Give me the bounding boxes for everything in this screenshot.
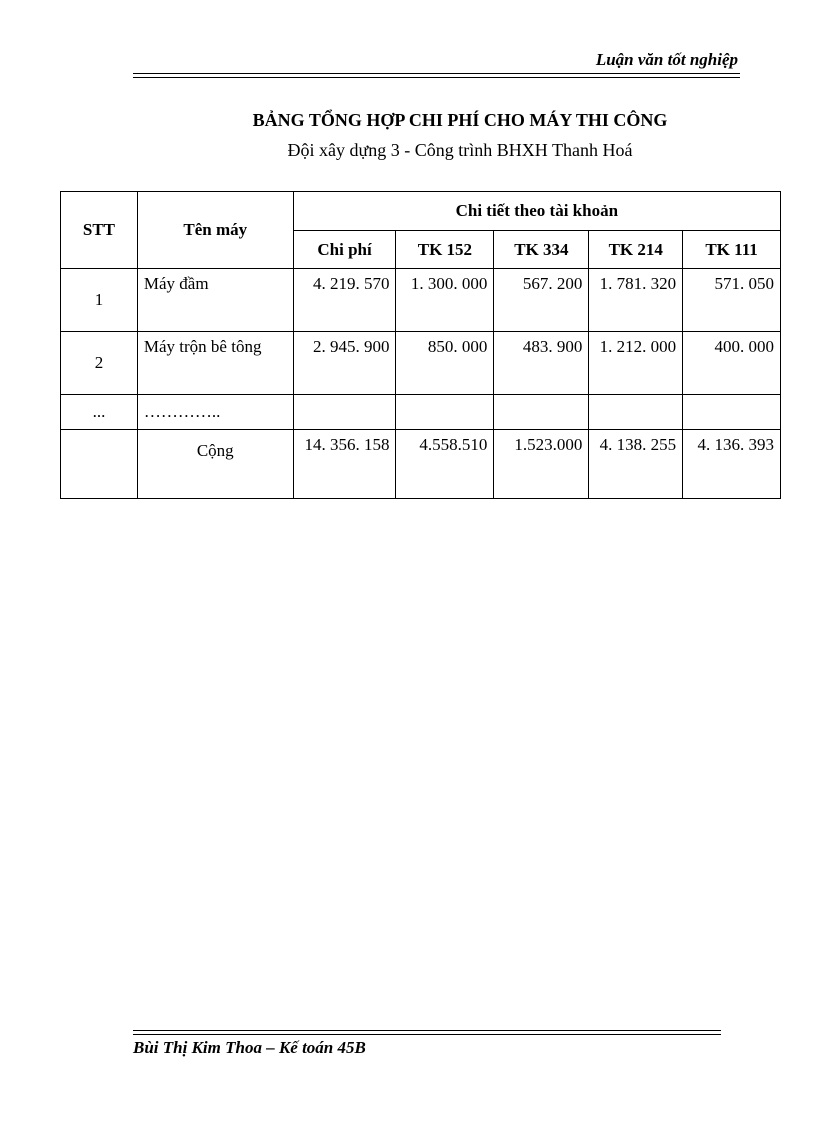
row-stt: ... xyxy=(61,395,138,430)
row-value xyxy=(494,395,589,430)
table-row xyxy=(61,332,781,395)
row-value xyxy=(683,395,781,430)
footer-rule-top xyxy=(133,1030,721,1031)
header-col-cost: Chi phí xyxy=(293,231,396,269)
row-machine-name: Máy trộn bê tông xyxy=(137,332,293,395)
header-col-tk152: TK 152 xyxy=(396,231,494,269)
total-stt-empty xyxy=(61,430,138,499)
row-value xyxy=(589,395,683,430)
total-value: 4. 138. 255 xyxy=(589,430,683,499)
row-value: 4. 219. 570 xyxy=(293,269,396,332)
row-machine-name: Máy đầm xyxy=(137,269,293,332)
row-value: 567. 200 xyxy=(494,269,589,332)
header-stt: STT xyxy=(61,192,138,269)
total-label: Cộng xyxy=(137,430,293,499)
total-value: 1.523.000 xyxy=(494,430,589,499)
row-value: 571. 050 xyxy=(683,269,781,332)
table-header-row xyxy=(61,192,781,231)
row-stt: 1 xyxy=(61,269,138,332)
document-title: BẢNG TỔNG HỢP CHI PHÍ CHO MÁY THI CÔNG xyxy=(252,110,668,130)
row-value: 1. 300. 000 xyxy=(396,269,494,332)
total-value: 14. 356. 158 xyxy=(293,430,396,499)
row-value xyxy=(293,395,396,430)
header-account-detail: Chi tiết theo tài khoản xyxy=(293,192,780,231)
running-header: Luận văn tốt nghiệp xyxy=(595,50,738,69)
total-value: 4. 136. 393 xyxy=(683,430,781,499)
table-total-row xyxy=(61,430,781,499)
row-value: 483. 900 xyxy=(494,332,589,395)
running-footer: Bùi Thị Kim Thoa – Kế toán 45B xyxy=(133,1038,366,1057)
document-subtitle: Đội xây dựng 3 - Công trình BHXH Thanh Hoá xyxy=(287,140,633,160)
header-machine-name: Tên máy xyxy=(137,192,293,269)
header-col-tk111: TK 111 xyxy=(683,231,781,269)
total-value: 4.558.510 xyxy=(396,430,494,499)
header-col-tk334: TK 334 xyxy=(494,231,589,269)
cost-summary-table xyxy=(60,191,781,499)
header-rule-bottom xyxy=(133,77,740,78)
footer-rule-bottom xyxy=(133,1034,721,1035)
table-row xyxy=(61,269,781,332)
row-value: 400. 000 xyxy=(683,332,781,395)
row-machine-name: ………….. xyxy=(137,395,293,430)
table-row xyxy=(61,395,781,430)
row-stt: 2 xyxy=(61,332,138,395)
row-value: 1. 212. 000 xyxy=(589,332,683,395)
row-value: 2. 945. 900 xyxy=(293,332,396,395)
row-value: 1. 781. 320 xyxy=(589,269,683,332)
row-value xyxy=(396,395,494,430)
row-value: 850. 000 xyxy=(396,332,494,395)
header-col-tk214: TK 214 xyxy=(589,231,683,269)
header-rule-top xyxy=(133,73,740,74)
